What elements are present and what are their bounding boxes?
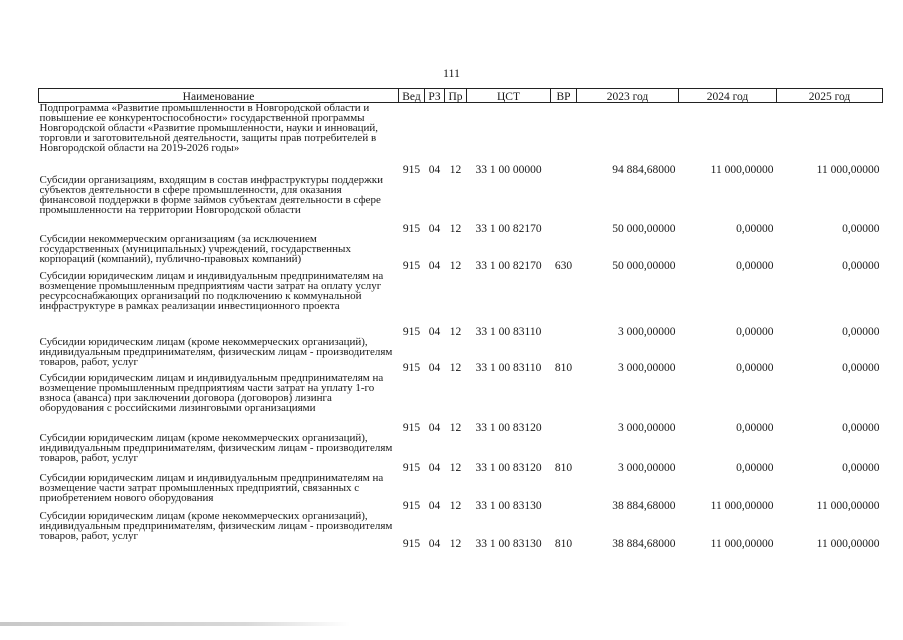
row-ved: 915 [402,222,421,235]
row-value-2025: 0,00000 [842,361,880,374]
row-ved: 915 [402,461,421,474]
row-rz: 04 [428,499,441,512]
row-rz: 04 [428,361,441,374]
row-name: Субсидии юридическим лицам (кроме некоммерческих организаций), индивидуальным предпринимателям, физическим лицам - производителям товаров, работ, услуг [39,335,393,368]
row-name: Субсидии юридическим лицам и индивидуальным предпринимателям на возмещение части затрат промышленных предприятий, связанных с приобретением нового оборудования [39,471,384,504]
table-row [39,337,883,373]
row-value-2023: 3 000,00000 [618,421,676,434]
row-rz: 04 [428,537,441,550]
row-name: Субсидии некоммерческим организациям (за исключением государственных (муниципальных) учреждений, государственных корпораций (компаний), публично-правовых компаний) [39,232,351,265]
row-vr [551,271,577,337]
row-value-2024: 0,00000 [736,421,774,434]
row-vr: 810 [554,361,573,374]
col-header-2025: 2025 год [777,89,883,103]
row-value-2025: 11 000,00000 [816,163,880,176]
row-rz: 04 [428,222,441,235]
row-value-2024: 11 000,00000 [710,163,774,176]
row-ved: 915 [402,163,421,176]
row-pr: 12 [449,421,462,434]
row-value-2025: 0,00000 [842,259,880,272]
table-row [39,175,883,234]
row-pr: 12 [449,325,462,338]
row-value-2023: 50 000,00000 [612,222,676,235]
row-pr: 12 [449,537,462,550]
col-header-cst: ЦСТ [467,89,551,103]
col-header-rz: РЗ [425,89,445,103]
row-rz: 04 [428,421,441,434]
row-name: Субсидии организациям, входящим в состав инфраструктуры поддержки субъектов деятельности в сфере промышленности, для оказания финансовой поддержки в форме займов субъектам деятельности в сфере промышленности на территории Новгородской области [39,173,383,216]
row-pr: 12 [449,222,462,235]
row-value-2023: 50 000,00000 [612,259,676,272]
row-cst: 33 1 00 82170 [475,259,542,272]
row-value-2024: 11 000,00000 [710,499,774,512]
row-pr: 12 [449,361,462,374]
row-value-2025: 0,00000 [842,421,880,434]
row-ved: 915 [402,361,421,374]
row-ved: 915 [402,421,421,434]
row-vr [551,175,577,234]
row-cst: 33 1 00 83120 [475,421,542,434]
row-value-2023: 3 000,00000 [618,325,676,338]
col-header-2024: 2024 год [679,89,777,103]
row-vr: 630 [554,259,573,272]
row-ved: 915 [402,259,421,272]
row-value-2023: 38 884,68000 [612,499,676,512]
table-row [39,271,883,337]
row-value-2023: 3 000,00000 [618,361,676,374]
budget-table [38,88,883,549]
col-header-pr: Пр [445,89,467,103]
row-value-2024: 0,00000 [736,259,774,272]
row-value-2025: 11 000,00000 [816,499,880,512]
header-row [39,89,883,103]
row-name: Субсидии юридическим лицам (кроме некоммерческих организаций), индивидуальным предпринимателям, физическим лицам - производителям товаров, работ, услуг [39,431,393,464]
row-cst: 33 1 00 00000 [475,163,542,176]
row-value-2023: 94 884,68000 [612,163,676,176]
row-rz: 04 [428,325,441,338]
table-body [39,103,883,549]
row-pr: 12 [449,259,462,272]
row-pr: 12 [449,499,462,512]
col-header-vr: ВР [551,89,577,103]
row-cst: 33 1 00 83120 [475,461,542,474]
row-cst: 33 1 00 83130 [475,537,542,550]
col-header-ved: Вед [399,89,425,103]
col-header-name: Наименование [39,89,399,103]
row-ved: 915 [402,537,421,550]
table-row [39,473,883,511]
row-value-2024: 11 000,00000 [710,537,774,550]
row-vr: 810 [554,461,573,474]
row-name: Субсидии юридическим лицам и индивидуальным предпринимателям на возмещение промышленным предприятиям части затрат на уплату 1-го взноса (аванса) при заключении договора (договоров) лизинга оборудования с российскими лизинговыми организациями [39,371,384,414]
row-name: Субсидии юридическим лицам (кроме некоммерческих организаций), индивидуальным предпринимателям, физическим лицам - производителям товаров, работ, услуг [39,509,393,542]
row-pr: 12 [449,163,462,176]
col-header-2023: 2023 год [577,89,679,103]
table-row [39,511,883,549]
table-row [39,373,883,433]
row-vr: 810 [554,537,573,550]
row-value-2025: 0,00000 [842,325,880,338]
row-ved: 915 [402,499,421,512]
row-value-2023: 38 884,68000 [612,537,676,550]
row-value-2025: 0,00000 [842,461,880,474]
row-name: Подпрограмма «Развитие промышленности в Новгородской области и повышение ее конкурентоспособности» государственной программы Новгородской области «Развитие промышленности, науки и инноваций, торговли и заготовительной деятельности, защиты прав потребителей в Новгородской области на 2019-2026 годы» [39,102,379,154]
row-rz: 04 [428,259,441,272]
page-number: 111 [442,66,461,80]
row-value-2024: 0,00000 [736,325,774,338]
row-value-2024: 0,00000 [736,461,774,474]
table-row [39,103,883,175]
row-value-2023: 3 000,00000 [618,461,676,474]
row-rz: 04 [428,461,441,474]
row-ved: 915 [402,325,421,338]
row-cst: 33 1 00 82170 [475,222,542,235]
row-vr [551,103,577,175]
row-cst: 33 1 00 83110 [475,361,542,374]
row-value-2025: 0,00000 [842,222,880,235]
table-row [39,433,883,473]
scan-edge-artifact [0,622,350,626]
row-name: Субсидии юридическим лицам и индивидуальным предпринимателям на возмещение промышленным предприятиям части затрат на оплату услуг ресурсоснабжающих организаций по подключению к коммунальной инфраструктуре в рамках реализации инвестиционного проекта [39,269,384,312]
row-cst: 33 1 00 83110 [475,325,542,338]
row-value-2025: 11 000,00000 [816,537,880,550]
row-cst: 33 1 00 83130 [475,499,542,512]
row-rz: 04 [428,163,441,176]
row-vr [551,373,577,433]
row-value-2024: 0,00000 [736,361,774,374]
row-vr [551,473,577,511]
table-row [39,234,883,271]
row-pr: 12 [449,461,462,474]
row-value-2024: 0,00000 [736,222,774,235]
